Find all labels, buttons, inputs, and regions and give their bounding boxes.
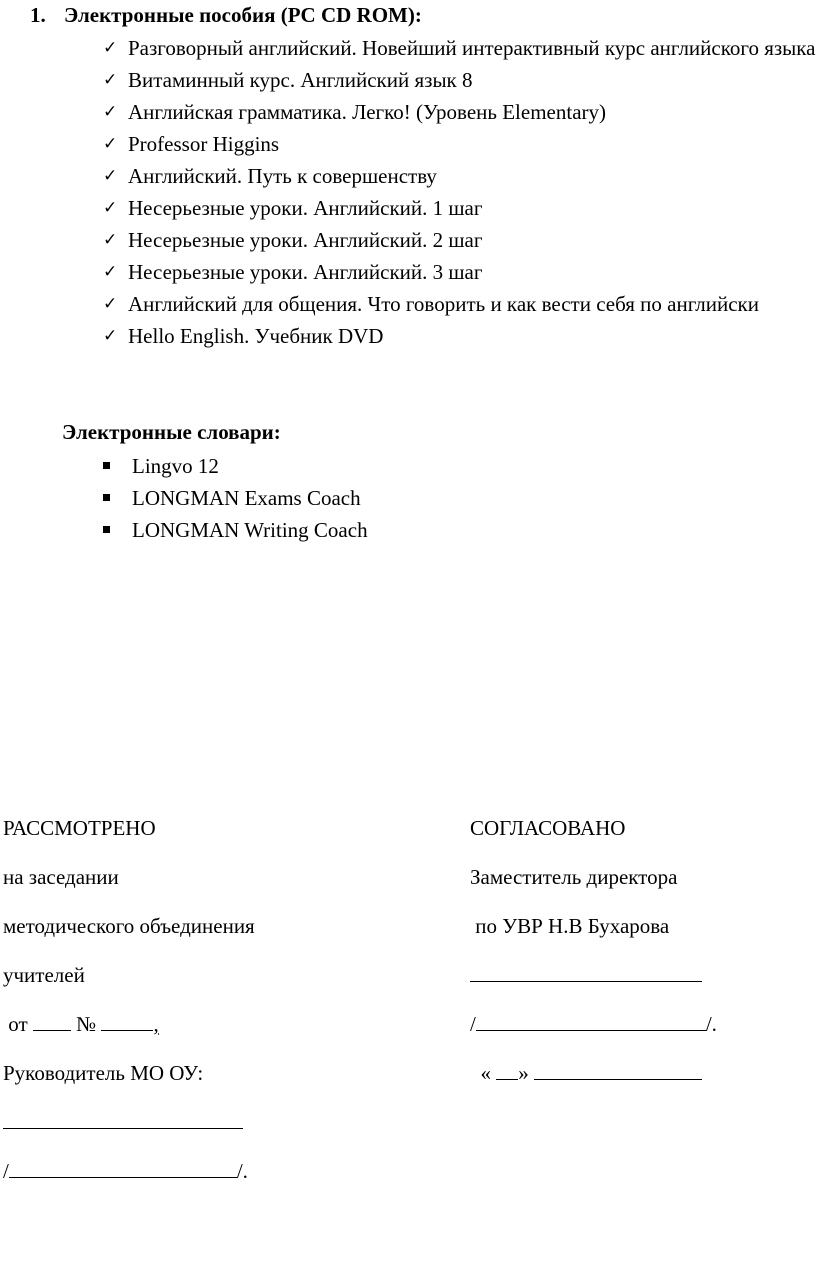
protocol-line: от № , [8,1012,159,1036]
approval-label: РАССМОТРЕНО [3,816,156,840]
association-line: методического объединения [3,914,255,938]
signature-line [3,1106,255,1155]
list-item: ✓ Английский для общения. Что говорить и как вести себя по английски [103,288,816,320]
square-bullet-icon [103,526,110,533]
director-name-line: по УВР Н.В Бухарова [475,914,670,938]
date-blank [33,1010,71,1031]
checkmark-icon: ✓ [103,38,118,58]
list-item: LONGMAN Writing Coach [101,514,368,546]
list-item: ✓ Несерьезные уроки. Английский. 3 шаг [103,256,816,288]
section-title: Электронные пособия (PC CD ROM): [64,3,422,27]
teachers-line: учителей [3,963,85,987]
meeting-line: на заседании [3,865,119,889]
list-item: ✓ Витаминный курс. Английский язык 8 [103,64,816,96]
dictionaries-list [101,450,368,546]
agreed-label: СОГЛАСОВАНО [470,816,626,840]
signature-blank [470,961,702,982]
month-year-blank [534,1059,702,1080]
list-item: ✓ Hello English. Учебник DVD [103,320,816,352]
square-bullet-icon [103,494,110,501]
checkmark-icon: ✓ [103,326,118,346]
signature-line [470,959,717,1008]
list-item: ✓ Английский. Путь к совершенству [103,160,816,192]
date-line: « » [470,1057,717,1106]
checkmark-icon: ✓ [103,198,118,218]
list-item: ✓ Professor Higgins [103,128,816,160]
list-item: ✓ Разговорный английский. Новейший интерактивный курс английского языка [103,32,816,64]
checkmark-icon: ✓ [103,134,118,154]
checkmark-icon: ✓ [103,262,118,282]
list-item: ✓ Несерьезные уроки. Английский. 2 шаг [103,224,816,256]
name-line: / /. [3,1159,248,1183]
signature-blank [3,1108,243,1129]
section-number: 1. [30,3,46,27]
list-item: ✓ Английская грамматика. Легко! (Уровень Elementary) [103,96,816,128]
number-blank [101,1010,153,1031]
name-blank [9,1157,237,1178]
checkmark-icon: ✓ [103,70,118,90]
checkmark-icon: ✓ [103,294,118,314]
name-line: / /. [470,1012,717,1036]
name-blank [476,1010,706,1031]
cd-rom-list [103,32,816,352]
square-bullet-icon [103,462,110,469]
list-item: LONGMAN Exams Coach [101,482,368,514]
dictionaries-heading: Электронные словари: [62,420,281,444]
list-item: ✓ Несерьезные уроки. Английский. 1 шаг [103,192,816,224]
checkmark-icon: ✓ [103,102,118,122]
checkmark-icon: ✓ [103,230,118,250]
list-item: Lingvo 12 [101,450,368,482]
approval-block-right [470,812,717,1106]
approval-block-left [3,812,255,1204]
day-blank [496,1059,518,1080]
head-label: Руководитель МО ОУ: [3,1061,204,1085]
position-line: Заместитель директора [470,865,678,889]
section-heading [30,3,422,28]
checkmark-icon: ✓ [103,166,118,186]
